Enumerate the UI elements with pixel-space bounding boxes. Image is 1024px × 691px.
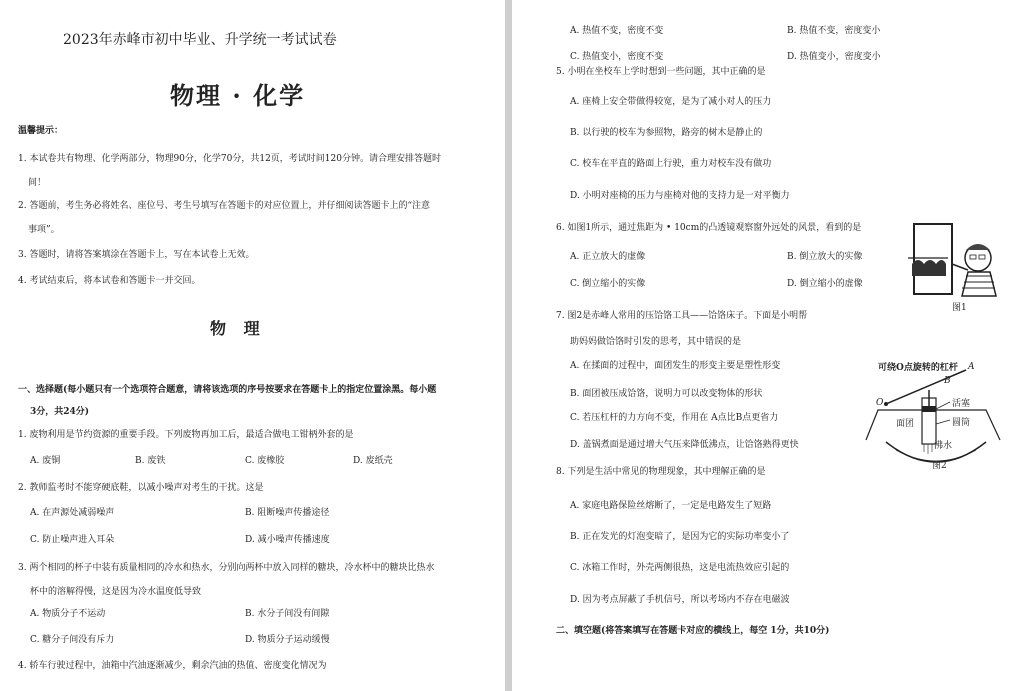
section2-heading: 二、填空题(将答案填写在答题卡对应的横线上，每空 1分，共10分) bbox=[556, 626, 830, 636]
section1-heading-cont: 3分，共24分) bbox=[30, 407, 90, 417]
q3-option-a: A. 物质分子不运动 bbox=[30, 609, 106, 619]
q3-option-b: B. 水分子间没有间隙 bbox=[245, 609, 330, 619]
q1-option-d: D. 废纸壳 bbox=[353, 456, 393, 466]
q1-stem: 1. 废物利用是节约资源的重要手段。下列废物再加工后，最适合做电工钳柄外套的是 bbox=[18, 430, 354, 440]
exam-title: 2023年赤峰市初中毕业、升学统一考试试卷 bbox=[63, 32, 337, 48]
q5-option-b: B. 以行驶的校车为参照物，路旁的树木是静止的 bbox=[570, 128, 763, 138]
q1-option-c: C. 废橡胶 bbox=[245, 456, 285, 466]
q3-option-d: D. 物质分子运动缓慢 bbox=[245, 635, 330, 645]
q8-option-a: A. 家庭电路保险丝熔断了，一定是电路发生了短路 bbox=[570, 501, 772, 511]
figure-2-label-a: A bbox=[968, 362, 975, 372]
q7-option-a: A. 在揉面的过程中，面团发生的形变主要是塑性形变 bbox=[570, 361, 781, 371]
physics-heading: 物 理 bbox=[210, 319, 266, 338]
q4-option-b: B. 热值不变，密度变小 bbox=[787, 26, 881, 36]
q3-option-c: C. 糖分子间没有斥力 bbox=[30, 635, 115, 645]
q4-option-d: D. 热值变小，密度变小 bbox=[787, 52, 881, 62]
q6-option-c: C. 倒立缩小的实像 bbox=[570, 279, 646, 289]
figure-2-label-b: B bbox=[944, 376, 951, 386]
q4-option-a: A. 热值不变，密度不变 bbox=[570, 26, 664, 36]
q2-option-c: C. 防止噪声进入耳朵 bbox=[30, 535, 115, 545]
q6-option-a: A. 正立放大的虚像 bbox=[570, 252, 646, 262]
figure-2-label-o: O bbox=[876, 398, 884, 408]
tip-line: 事项”。 bbox=[28, 225, 60, 235]
figure-1-caption: 图1 bbox=[952, 303, 967, 313]
tip-line: 1. 本试卷共有物理、化学两部分，物理90分，化学70分，共12页，考试时间120分钟。请合理安排答题时 bbox=[18, 154, 441, 164]
q7-option-b: B. 面团被压成饸饹，说明力可以改变物体的形状 bbox=[570, 389, 763, 399]
q7-option-d: D. 盖锅煮面是通过增大气压来降低沸点，让饸饹熟得更快 bbox=[570, 440, 799, 450]
q8-option-c: C. 冰箱工作时，外壳两侧很热，这是电流热效应引起的 bbox=[570, 563, 790, 573]
figure-2-label-water: 沸水 bbox=[934, 441, 953, 451]
q2-option-b: B. 阻断噪声传播途径 bbox=[245, 508, 330, 518]
q4-stem: 4. 轿车行驶过程中，油箱中汽油逐渐减少，剩余汽油的热值、密度变化情况为 bbox=[18, 661, 327, 671]
q7-stem: 7. 图2是赤峰人常用的压饸饹工具——饸饹床子。下面是小明帮 bbox=[556, 311, 808, 321]
figure-2-label-cylinder: 圆筒 bbox=[952, 418, 971, 428]
figure-2-label-piston: 活塞 bbox=[952, 399, 971, 409]
q5-option-d: D. 小明对座椅的压力与座椅对他的支持力是一对平衡力 bbox=[570, 191, 790, 201]
section1-heading: 一、选择题(每小题只有一个选项符合题意，请将该选项的序号按要求在答题卡上的指定位置涂黑。每小题 bbox=[18, 385, 437, 395]
tips-heading: 温馨提示： bbox=[18, 126, 64, 136]
q8-option-b: B. 正在发光的灯泡变暗了，是因为它的实际功率变小了 bbox=[570, 532, 790, 542]
exam-page-left bbox=[0, 0, 505, 691]
q7-option-c: C. 若压杠杆的力方向不变，作用在 A点比B点更省力 bbox=[570, 413, 779, 423]
q6-option-b: B. 倒立放大的实像 bbox=[787, 252, 863, 262]
q5-option-c: C. 校车在平直的路面上行驶，重力对校车没有做功 bbox=[570, 159, 772, 169]
exam-page-right bbox=[512, 0, 1024, 691]
q7-stem-cont: 助妈妈做饸饹时引发的思考，其中错误的是 bbox=[570, 337, 742, 347]
figure-2-drawing bbox=[856, 360, 1024, 472]
q8-stem: 8. 下列是生活中常见的物理现象，其中理解正确的是 bbox=[556, 467, 766, 477]
page-gutter bbox=[505, 0, 512, 691]
q6-stem: 6. 如图1所示，通过焦距为 • 10cm的凸透镜观察窗外远处的风景，看到的是 bbox=[556, 223, 862, 233]
figure-1-lens-illustration bbox=[904, 218, 1004, 300]
q5-option-a: A. 座椅上安全带做得较宽，是为了减小对人的压力 bbox=[570, 97, 772, 107]
figure-2-label-dough: 面团 bbox=[896, 419, 915, 429]
figure-2-caption: 图2 bbox=[932, 461, 947, 471]
q8-option-d: D. 因为考点屏蔽了手机信号，所以考场内不存在电磁波 bbox=[570, 595, 790, 605]
tip-line: 3. 答题时，请将答案填涂在答题卡上，写在本试卷上无效。 bbox=[18, 250, 255, 260]
q2-stem: 2. 教师监考时不能穿硬底鞋，以减小噪声对考生的干扰。这是 bbox=[18, 483, 264, 493]
figure-2-noodle-press bbox=[856, 360, 1024, 472]
figure-2-title: 可绕O点旋转的杠杆 bbox=[878, 363, 958, 373]
q2-option-d: D. 减小噪声传播速度 bbox=[245, 535, 330, 545]
q4-option-c: C. 热值变小，密度不变 bbox=[570, 52, 664, 62]
q3-stem-cont: 杯中的溶解得慢，这是因为冷水温度低导致 bbox=[30, 587, 202, 597]
q6-option-d: D. 倒立缩小的虚像 bbox=[787, 279, 863, 289]
tip-line: 2. 答题前，考生务必将姓名、座位号、考生号填写在答题卡的对应位置上，并仔细阅读答题卡上的“注意 bbox=[18, 201, 431, 211]
q3-stem: 3. 两个相同的杯子中装有质量相同的冷水和热水，分别向两杯中放入同样的糖块，冷水杯中的糖块比热水 bbox=[18, 563, 435, 573]
q5-stem: 5. 小明在坐校车上学时想到一些问题，其中正确的是 bbox=[556, 67, 766, 77]
q1-option-a: A. 废铜 bbox=[30, 456, 61, 466]
q2-option-a: A. 在声源处减弱噪声 bbox=[30, 508, 115, 518]
tip-line: 间！ bbox=[28, 178, 47, 188]
tip-line: 4. 考试结束后，将本试卷和答题卡一并交回。 bbox=[18, 276, 201, 286]
q1-option-b: B. 废铁 bbox=[135, 456, 166, 466]
subject-title: 物理 · 化学 bbox=[170, 81, 306, 110]
